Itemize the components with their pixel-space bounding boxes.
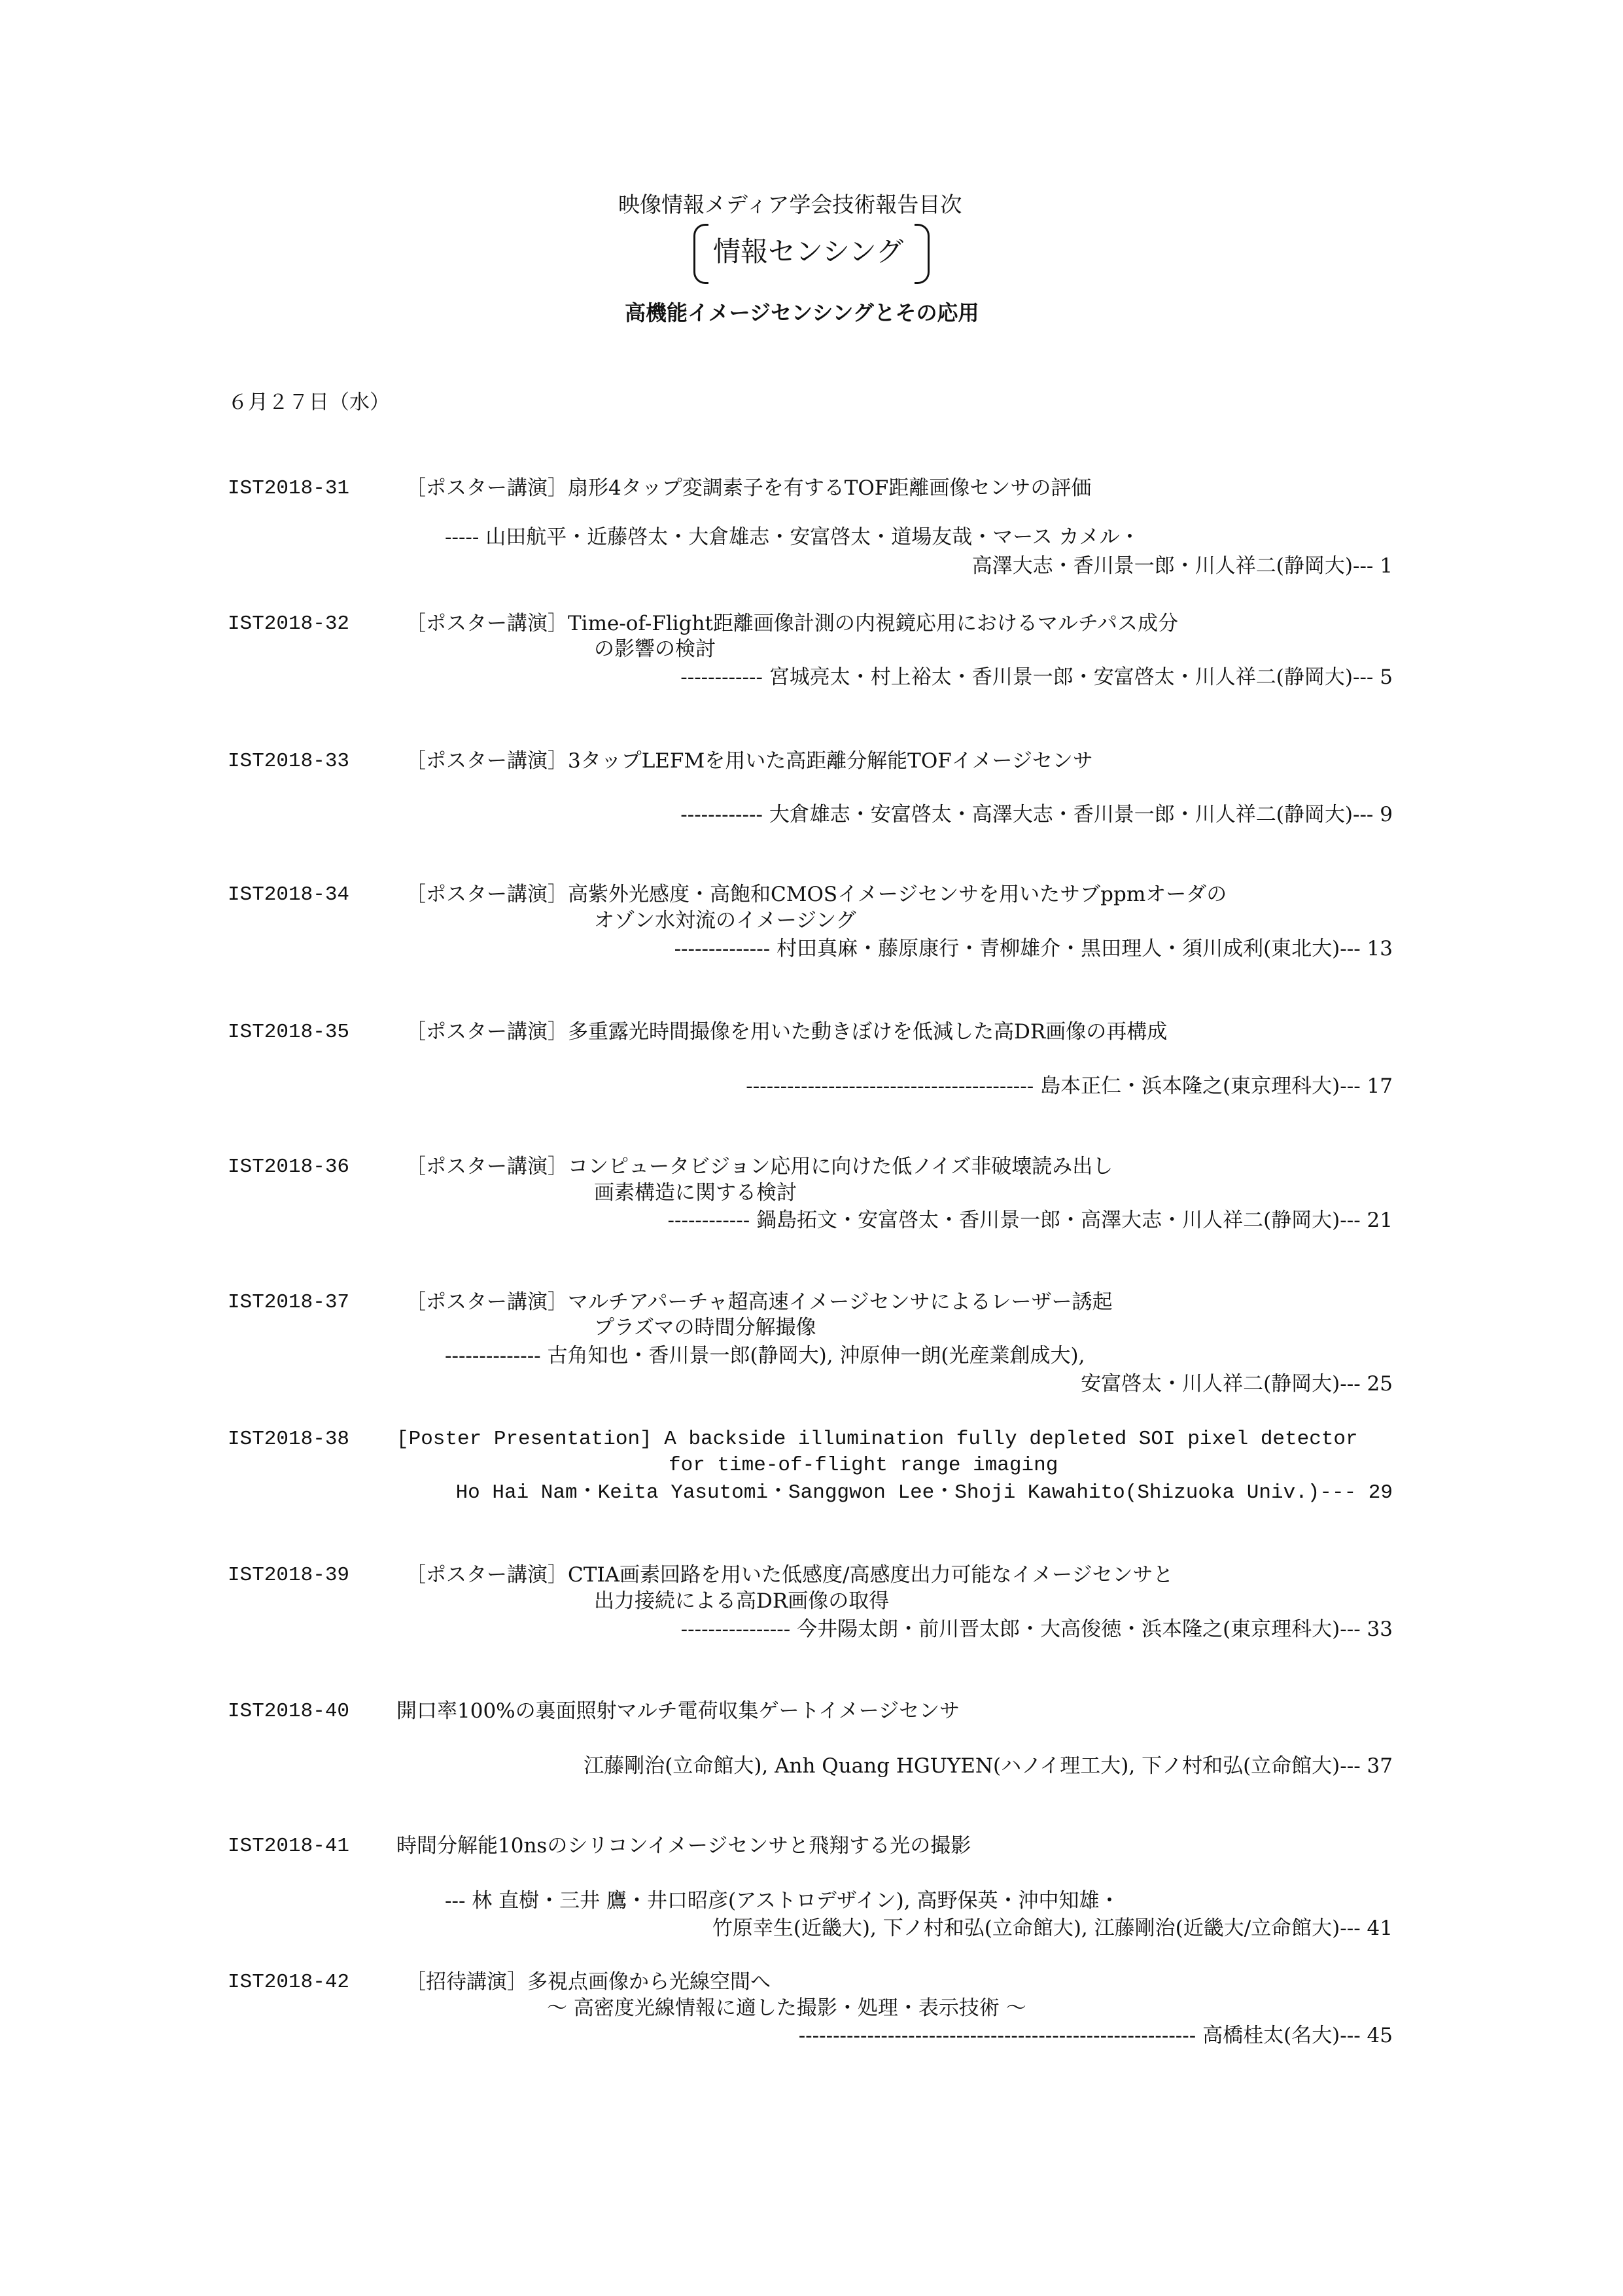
entry-id: IST2018-36 <box>228 1156 350 1178</box>
entry-title: ［ポスター講演］3タップLEFMを用いた高距離分解能TOFイメージセンサ <box>406 749 1093 773</box>
entry-title: ［ポスター講演］Time-of-Flight距離画像計測の内視鏡応用におけるマルチパス成分 <box>406 612 1179 635</box>
entry-id: IST2018-38 <box>228 1428 350 1451</box>
entry-title-cont: の影響の検討 <box>594 637 716 661</box>
entry-authors: -------------- 古角知也・香川景一郎(静岡大), 沖原伸一朗(光産業創成大), <box>445 1344 1085 1368</box>
entry-title: ［ポスター講演］コンピュータビジョン応用に向けた低ノイズ非破壊読み出し <box>406 1155 1113 1178</box>
bracket-left <box>693 224 708 284</box>
report-title: 映像情報メディア学会技術報告目次 <box>618 192 962 217</box>
entry-title: ［ポスター講演］扇形4タップ変調素子を有するTOF距離画像センサの評価 <box>406 476 1092 500</box>
category-title: 情報センシング <box>713 236 904 268</box>
entry-title: 時間分解能10nsのシリコンイメージセンサと飛翔する光の撮影 <box>396 1834 971 1858</box>
entry-authors: ----- 山田航平・近藤啓太・大倉雄志・安富啓太・道場友哉・マース カメル・ <box>445 525 1140 549</box>
entry-authors: ---------------- 今井陽太朗・前川晋太郎・大高俊徳・浜本隆之(東京理科大)--- 33 <box>680 1617 1393 1641</box>
session-subtitle: 高機能イメージセンシングとその応用 <box>625 300 979 325</box>
entry-authors: ------------------------------------------ 島本正仁・浜本隆之(東京理科大)--- 17 <box>746 1074 1393 1098</box>
entry-title-cont: オゾン水対流のイメージング <box>594 909 856 932</box>
entry-title: ［招待講演］多視点画像から光線空間へ <box>406 1970 771 1994</box>
bracket-right <box>915 224 930 284</box>
entry-title: ［ポスター講演］マルチアパーチャ超高速イメージセンサによるレーザー誘起 <box>406 1290 1113 1314</box>
entry-title: ［ポスター講演］CTIA画素回路を用いた低感度/高感度出力可能なイメージセンサと <box>406 1563 1174 1587</box>
entry-authors: Ho Hai Nam・Keita Yasutomi・Sanggwon Lee・Shoji Kawahito(Shizuoka Univ.)--- 29 <box>455 1481 1393 1504</box>
entry-authors: ---------------------------------------------------------- 高橋桂太(名大)--- 45 <box>798 2024 1393 2047</box>
entry-id: IST2018-34 <box>228 883 350 906</box>
entry-authors: 江藤剛治(立命館大), Anh Quang HGUYEN(ハノイ理工大), 下ノ村和弘(立命館大)--- 37 <box>584 1754 1393 1778</box>
entry-id: IST2018-35 <box>228 1021 350 1044</box>
entry-title-cont: for time-of-flight range imaging <box>669 1454 1058 1477</box>
entry-title-cont: 画素構造に関する検討 <box>594 1181 797 1205</box>
entry-id: IST2018-33 <box>228 750 350 773</box>
entry-authors: 高澤大志・香川景一郎・川人祥二(静岡大)--- 1 <box>971 554 1393 578</box>
entry-title: 開口率100%の裏面照射マルチ電荷収集ゲートイメージセンサ <box>396 1699 960 1723</box>
entry-id: IST2018-32 <box>228 612 350 635</box>
session-date: ６月２７日（水） <box>228 391 390 414</box>
entry-id: IST2018-41 <box>228 1835 350 1858</box>
entry-authors: ------------ 大倉雄志・安富啓太・高澤大志・香川景一郎・川人祥二(静岡大)--- 9 <box>680 803 1393 826</box>
entry-authors: ------------ 鍋島拓文・安富啓太・香川景一郎・高澤大志・川人祥二(静岡大)--- 21 <box>667 1209 1393 1232</box>
entry-title-cont: 出力接続による高DR画像の取得 <box>594 1589 890 1613</box>
entry-title-cont: プラズマの時間分解撮像 <box>594 1316 816 1339</box>
entry-title: ［ポスター講演］多重露光時間撮像を用いた動きぼけを低減した高DR画像の再構成 <box>406 1020 1168 1044</box>
entry-id: IST2018-37 <box>228 1291 350 1314</box>
entry-authors: ------------ 宮城亮太・村上裕太・香川景一郎・安富啓太・川人祥二(静岡大)--- 5 <box>680 665 1393 689</box>
entry-id: IST2018-42 <box>228 1971 350 1994</box>
entry-id: IST2018-39 <box>228 1564 350 1587</box>
entry-authors: -------------- 村田真麻・藤原康行・青柳雄介・黒田理人・須川成利(東北大)--- 13 <box>674 937 1393 961</box>
entry-title: ［ポスター講演］高紫外光感度・高飽和CMOSイメージセンサを用いたサブppmオーダの <box>406 883 1227 906</box>
entry-id: IST2018-40 <box>228 1700 350 1723</box>
entry-title: [Poster Presentation] A backside illumination fully depleted SOI pixel detector <box>396 1428 1358 1451</box>
entry-title-cont: ～ 高密度光線情報に適した撮影・処理・表示技術 ～ <box>547 1996 1026 2020</box>
entry-id: IST2018-31 <box>228 477 350 500</box>
entry-authors: --- 林 直樹・三井 鷹・井口昭彦(アストロデザイン), 高野保英・沖中知雄・ <box>445 1889 1120 1913</box>
entry-authors: 安富啓太・川人祥二(静岡大)--- 25 <box>1081 1372 1393 1396</box>
entry-authors: 竹原幸生(近畿大), 下ノ村和弘(立命館大), 江藤剛治(近畿大/立命館大)--- 41 <box>712 1916 1393 1940</box>
